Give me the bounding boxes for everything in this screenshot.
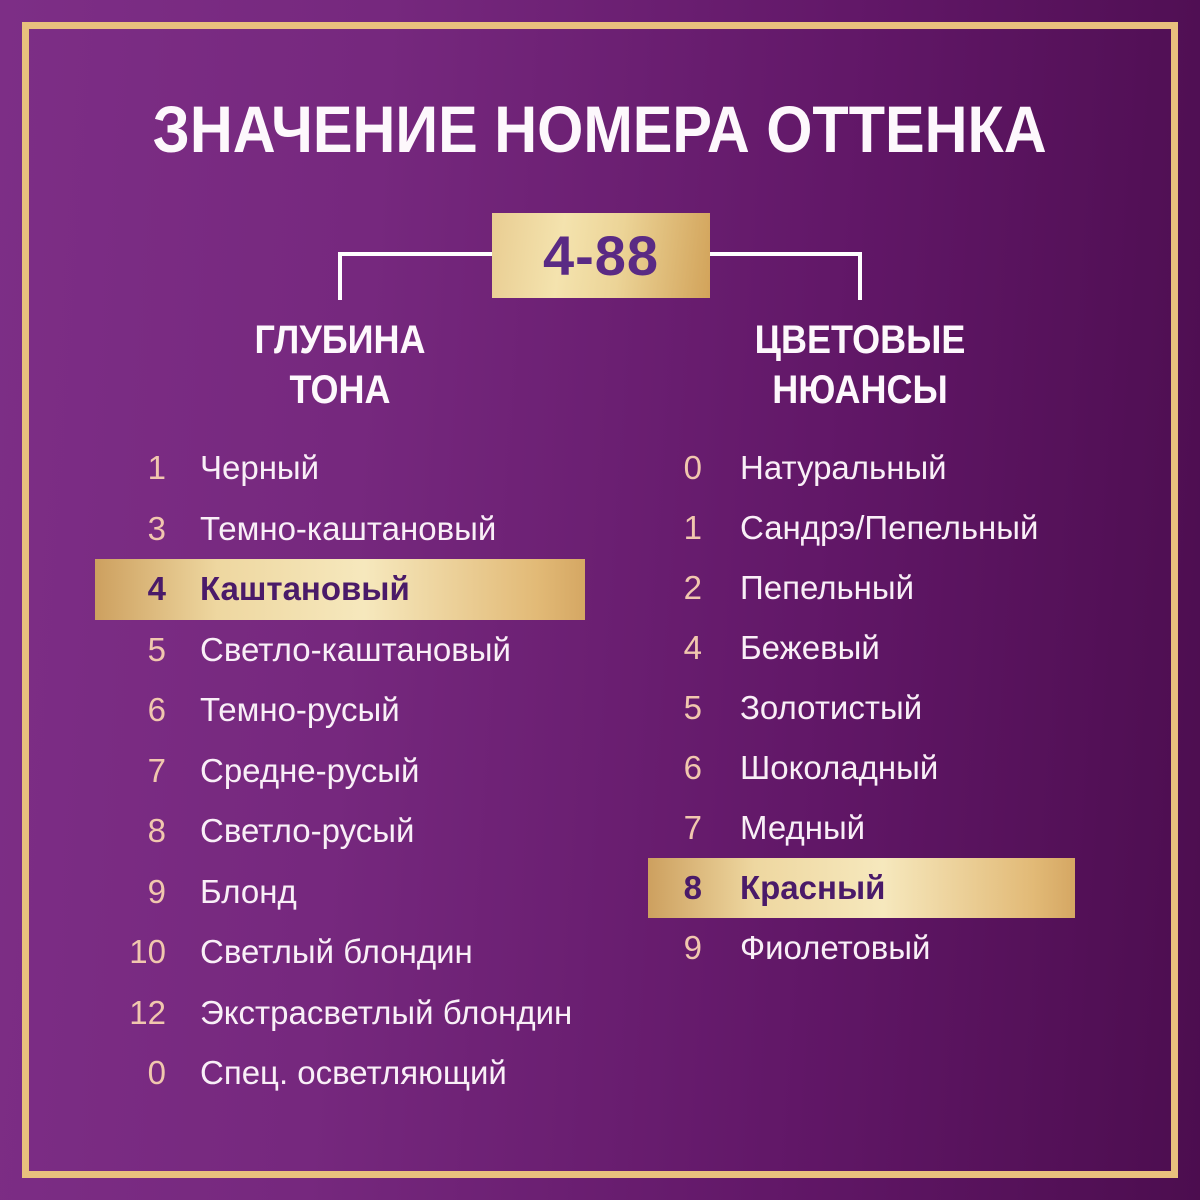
item-label: Фиолетовый	[740, 929, 931, 966]
list-item	[648, 738, 1075, 798]
item-number: 4	[683, 629, 702, 666]
list-item	[648, 498, 1075, 558]
item-number: 1	[147, 449, 166, 487]
list-item	[648, 438, 1075, 498]
item-number: 12	[129, 993, 166, 1031]
item-label: Спец. осветляющий	[200, 1054, 507, 1092]
item-label: Экстрасветлый блондин	[200, 993, 573, 1031]
item-label: Светло-каштановый	[200, 630, 511, 668]
list-item-highlighted	[648, 858, 1075, 918]
tone-depth-header-line2: ТОНА	[289, 368, 391, 412]
item-number: 1	[683, 509, 702, 546]
list-item	[95, 499, 585, 560]
item-number: 10	[129, 933, 166, 971]
item-number: 3	[147, 509, 166, 547]
item-number: 0	[683, 449, 702, 486]
item-number: 5	[683, 689, 702, 726]
item-label: Бежевый	[740, 629, 880, 666]
item-label: Шоколадный	[740, 749, 939, 786]
item-number: 6	[147, 691, 166, 729]
list-item	[648, 678, 1075, 738]
list-item	[95, 741, 585, 802]
item-number: 9	[147, 872, 166, 910]
list-item	[648, 798, 1075, 858]
bracket-left-line	[338, 252, 342, 300]
item-number: 0	[147, 1054, 166, 1092]
tone-depth-header-line1: ГЛУБИНА	[254, 318, 426, 362]
item-label: Темно-русый	[200, 691, 400, 729]
item-number: 5	[147, 630, 166, 668]
item-label: Каштановый	[200, 570, 410, 608]
list-item	[95, 438, 585, 499]
list-item	[95, 680, 585, 741]
list-item	[648, 918, 1075, 978]
item-label: Сандрэ/Пепельный	[740, 509, 1039, 546]
shade-number-badge-text: 4-88	[542, 224, 660, 287]
shade-number-badge	[492, 213, 710, 298]
color-nuances-list	[648, 438, 1075, 978]
item-number: 7	[683, 809, 702, 846]
item-label: Пепельный	[740, 569, 915, 606]
tone-depth-list	[95, 438, 585, 1104]
list-item	[95, 862, 585, 923]
item-number: 8	[683, 869, 702, 906]
item-label: Блонд	[200, 872, 297, 910]
color-nuances-header	[680, 315, 1040, 415]
page-title	[0, 90, 1200, 168]
list-item	[95, 1043, 585, 1104]
item-label: Золотистый	[740, 689, 923, 726]
item-number: 2	[683, 569, 702, 606]
item-number: 8	[147, 812, 166, 850]
list-item	[95, 620, 585, 681]
item-label: Натуральный	[740, 449, 947, 486]
bracket-right-line	[858, 252, 862, 300]
page-title-text: ЗНАЧЕНИЕ НОМЕРА ОТТЕНКА	[152, 92, 1047, 166]
item-number: 6	[683, 749, 702, 786]
color-nuances-header-line1: ЦВЕТОВЫЕ	[754, 318, 966, 362]
item-label: Средне-русый	[200, 751, 420, 789]
item-label: Медный	[740, 809, 866, 846]
item-label: Светлый блондин	[200, 933, 473, 971]
item-number: 4	[147, 570, 166, 608]
list-item	[648, 558, 1075, 618]
list-item	[95, 922, 585, 983]
item-number: 9	[683, 929, 702, 966]
item-label: Светло-русый	[200, 812, 415, 850]
color-nuances-header-line2: НЮАНСЫ	[772, 368, 948, 412]
item-label: Красный	[740, 869, 886, 906]
list-item	[95, 801, 585, 862]
list-item	[648, 618, 1075, 678]
item-label: Черный	[200, 449, 320, 487]
item-label: Темно-каштановый	[200, 509, 497, 547]
tone-depth-header	[160, 315, 520, 415]
list-item-highlighted	[95, 559, 585, 620]
item-number: 7	[147, 751, 166, 789]
list-item	[95, 983, 585, 1044]
